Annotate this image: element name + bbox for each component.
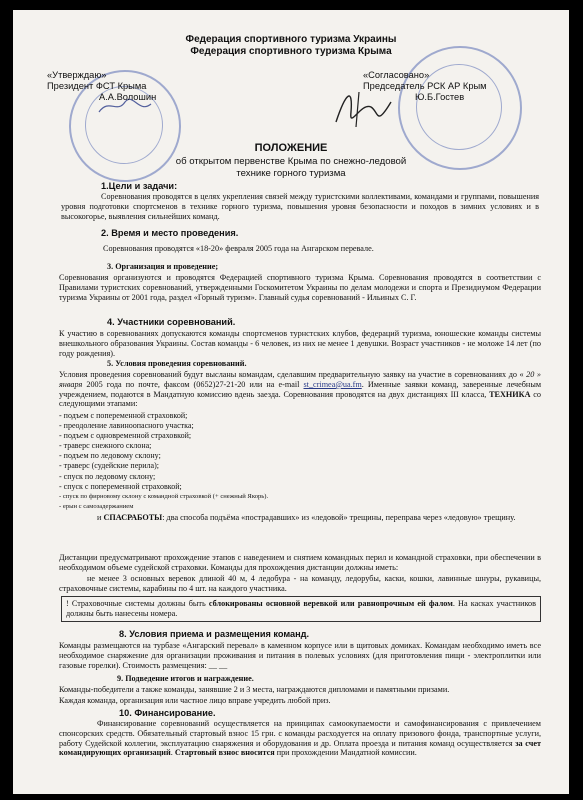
- s5-date: 20 » января: [59, 370, 542, 389]
- agree-name: Ю.Б.Гостев: [415, 92, 465, 102]
- email-link[interactable]: st_crimea@ua.fm: [303, 379, 362, 389]
- section-5-text: [59, 370, 541, 409]
- s5-text-a: Условия проведения соревнований будут высланы командам, сделавшим предварительную заявку на участие в соревнованиях до «: [59, 370, 524, 379]
- list-item: - подъем с одновременной страховкой;: [59, 431, 192, 441]
- document-page: [13, 10, 569, 794]
- list-item: - подъем по ледовому склону;: [59, 451, 161, 461]
- safety-note: [61, 596, 541, 622]
- doc-subtitle-2: технике горного туризма: [236, 168, 346, 179]
- approve-name: А.А.Волошин: [99, 92, 157, 102]
- rescue-prefix: и: [97, 513, 104, 522]
- s10-text-c: при прохождении Мандатной комиссии.: [274, 748, 417, 758]
- s5-tech: ТЕХНИКА: [489, 389, 531, 399]
- s10-bold-2: Стартовый взнос вносится: [174, 748, 275, 758]
- doc-subtitle-1: об открытом первенстве Крыма по снежно-ледовой: [175, 156, 407, 167]
- list-item: - спуск по фирновому склону с командной страховкой (+ снежный Якорь).: [59, 492, 269, 500]
- s10-text-a: Финансирование соревнований осуществляется на принципах самоокупаемости и самофинансирования с привлечением спонсорских средств. Обязательный стартовый взнос 15 грн. с команды расходуется на оплату призового фонда, транспортные услуги, работу Судейской коллегии, эксплуатацию снаряжения и оборудования и др. Оплата проезда и питания команд осуществляется: [59, 719, 541, 748]
- rescue-text: [59, 513, 541, 523]
- section-5-title: 5. Условия проведения соревнований.: [107, 359, 247, 368]
- rescue-body: : два способа подъёма «пострадавших» из «ледовой» трещины, переправа через «ледовую» трещину.: [162, 513, 516, 522]
- section-4-title: 4. Участники соревнований.: [107, 317, 236, 327]
- note-bold: сблокированы основной веревкой или равнопрочным ей фалом: [208, 599, 453, 608]
- approve-block: [47, 70, 156, 103]
- agree-title: Председатель РСК АР Крым: [363, 81, 487, 91]
- section-9-text-1: Команды-победители а также команды, занявшие 2 и 3 места, награждаются дипломами и памятными призами.: [59, 685, 450, 694]
- section-3-text: Соревнования организуются и проводятся Федерацией спортивного туризма Крыма. Соревнования проводятся в соответствии с Правилами туристских соревнований, утвержденными Госкомитетом Украины по делам молодежи и спорта и Президиумом Федерации туризма Украины от 2001 года, раздел «Горный туризм». Главный судья соревнований - Ильиных С. Г.: [59, 273, 541, 302]
- doc-title: ПОЛОЖЕНИЕ: [254, 142, 328, 154]
- equipment-text: не менее 3 основных веревок длиной 40 м, 4 ледобура - на команду, ледорубы, каски, кошки, лавинные шнуры, рукавицы, страховочные системы, карабины по 4 шт. на каждого участника.: [59, 574, 541, 593]
- section-2-title: 2. Время и место проведения.: [101, 228, 239, 238]
- section-8-title: 8. Условия приема и размещения команд.: [119, 629, 310, 639]
- section-9-text-2: Каждая команда, организация или частное лицо вправе учредить любой приз.: [59, 696, 331, 705]
- org-header-1: Федерация спортивного туризма Украины: [185, 34, 397, 45]
- agree-block: [363, 70, 487, 103]
- approve-label: «Утверждаю»: [47, 70, 107, 80]
- list-item: - преодоление лавиноопасного участка;: [59, 421, 194, 431]
- list-item: - траверс (судейские перила);: [59, 461, 159, 471]
- s5-text-c: . Именные заявки команд, заверенные лечебным учреждением, подаются в Мандатную комиссию вдень заезда. Соревнования проводятся на двух дистанциях III класса,: [59, 379, 541, 399]
- section-8-text: Команды размещаются на турбазе «Ангарский перевал» в каменном корпусе или в щитовых домиках. Командам необходимо иметь все необходимое снаряжение для организации проживания и питания в полевых условиях (для приготовления пищи - электроплитки или газовые горелки). Стоимость размещения: __ __: [59, 641, 541, 670]
- list-item: - спуск с попеременной страховкой;: [59, 481, 182, 491]
- section-10-text: [59, 719, 541, 758]
- section-3-title: 3. Организация и проведение;: [107, 262, 219, 271]
- s10-bold-1: за счет командирующих организаций: [59, 738, 541, 758]
- list-item: - спуск по ледовому склону;: [59, 471, 156, 481]
- section-1-title: 1.Цели и задачи:: [101, 181, 178, 191]
- s10-text-b: .: [170, 748, 175, 758]
- distances-text: Дистанции предусматривают прохождение этапов с наведением и снятием командных перил и командной страховки, при обеспечении в необходимом объеме судейской страховки. Команды для прохождения дистанции должны иметь:: [59, 553, 541, 572]
- section-9-title: 9. Подведение итогов и награждение.: [117, 674, 254, 683]
- note-b: . На касках участников должны быть нанесены номера.: [66, 599, 536, 618]
- section-10-title: 10. Финансирование.: [119, 708, 216, 718]
- list-item: - траверс снежного склона;: [59, 441, 152, 451]
- section-2-text: Соревнования проводятся «18-20» февраля 2005 года на Ангарском перевале.: [103, 244, 374, 253]
- note-a: ! Страховочные системы должны быть: [66, 599, 209, 608]
- section-1-text: Соревнования проводятся в целях укрепления связей между туристскими коллективами, командами и группами, повышения уровня подготовки спортсменов в технике горного туризма, повышения уровня безопасности и походов в зимних условиях и в высокогорье, выявления сильнейших команд.: [61, 192, 539, 221]
- stages-list: [59, 411, 268, 512]
- approve-title: Президент ФСТ Крыма: [47, 81, 147, 91]
- s5-text-d: со следующими этапами:: [59, 389, 541, 409]
- rescue-bold: СПАСРАБОТЫ: [103, 513, 163, 522]
- list-item: - подъем с попеременной страховкой;: [59, 411, 188, 420]
- list-item: - ерын с самозадержанием: [59, 502, 134, 510]
- s5-text-b: 2005 года по почте, факсом (0652)27-21-20 или на e-mail: [86, 379, 304, 389]
- agree-label: «Согласовано»: [363, 70, 430, 80]
- org-header-2: Федерация спортивного туризма Крыма: [190, 46, 392, 57]
- section-4-text: К участию в соревнованиях допускаются команды спортсменов турнстских клубов, федераций туризма, юношеские команды системы внешкольного образования Украины. Состав команды - 6 человек, из них не менее 1 девушки. Возраст участников - не моложе 14 лет (по году рождения).: [59, 329, 541, 358]
